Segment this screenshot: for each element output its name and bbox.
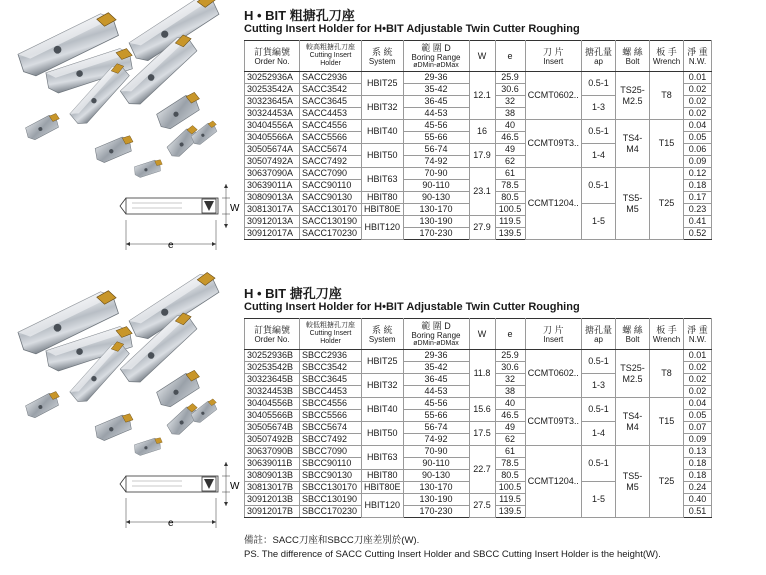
column-header (403, 319, 469, 350)
table-cell: T25 (650, 446, 684, 518)
table-cell: 30505674B (245, 422, 300, 434)
table-cell: 40 (495, 398, 525, 410)
column-header-text: 範 圍 D (421, 320, 451, 331)
table-cell: CCMT1204.. (525, 168, 582, 240)
table-cell: 130-170 (403, 482, 469, 494)
table-cell: 56-74 (403, 144, 469, 156)
table-cell: SBCC2936 (300, 350, 362, 362)
table-cell: T15 (650, 120, 684, 168)
table-cell: HBIT80 (362, 470, 404, 482)
table-cell: 130-190 (403, 494, 469, 506)
table-cell: SACC4556 (300, 120, 362, 132)
table-row (245, 350, 712, 362)
table-cell: 1-4 (582, 422, 616, 446)
table-cell: HBIT63 (362, 446, 404, 470)
table-cell: 30253542B (245, 362, 300, 374)
table-cell: 0.05 (684, 132, 712, 144)
table-cell: TS4-M4 (616, 398, 650, 446)
table-cell: CCMT09T3.. (525, 398, 582, 446)
table-cell: 22.7 (469, 446, 495, 494)
table-cell: SBCC7090 (300, 446, 362, 458)
table-cell: SBCC130170 (300, 482, 362, 494)
table-cell: SACC5674 (300, 144, 362, 156)
table-cell: TS25-M2.5 (616, 350, 650, 398)
section-title-cn: H • BIT 搪孔刀座 (244, 286, 342, 301)
table-cell: 130-190 (403, 216, 469, 228)
dimension-diagram (112, 180, 240, 251)
table-cell: 30912017A (245, 228, 300, 240)
column-header-text: 範 圍 D (421, 42, 451, 53)
table-cell: SBCC4556 (300, 398, 362, 410)
table-cell: TS25-M2.5 (616, 72, 650, 120)
table-cell: 90-110 (403, 180, 469, 192)
table-cell: 78.5 (495, 180, 525, 192)
table-cell: 0.02 (684, 108, 712, 120)
column-header (616, 319, 650, 350)
table-cell: 74-92 (403, 156, 469, 168)
table-cell: 30637090A (245, 168, 300, 180)
column-header: e (495, 319, 525, 350)
table-cell: SBCC4453 (300, 386, 362, 398)
table-cell: SACC130190 (300, 216, 362, 228)
section-sbcc (0, 286, 766, 536)
table-cell: 45-56 (403, 398, 469, 410)
table-row (245, 398, 712, 410)
table-cell: 30404556A (245, 120, 300, 132)
table-cell: 0.02 (684, 386, 712, 398)
section-title-cn: H • BIT 粗搪孔刀座 (244, 8, 355, 23)
table-cell: 46.5 (495, 132, 525, 144)
column-header-text: 刀 片 (543, 46, 564, 57)
table-cell: 62 (495, 434, 525, 446)
table-cell: HBIT50 (362, 422, 404, 446)
column-header-text: Holder (320, 338, 341, 345)
e-dimension-label: e (168, 240, 174, 251)
table-cell: 30639011B (245, 458, 300, 470)
table-cell: 29-36 (403, 72, 469, 84)
table-cell: HBIT50 (362, 144, 404, 168)
table-cell: SBCC7492 (300, 434, 362, 446)
table-cell: 0.02 (684, 96, 712, 108)
column-header-text: Wrench (652, 56, 681, 66)
section-title-en: Cutting Insert Holder for H•BIT Adjustable Twin Cutter Roughing (244, 301, 580, 313)
table-cell: 30639011A (245, 180, 300, 192)
table-cell: 30912013A (245, 216, 300, 228)
table-cell: 35-42 (403, 362, 469, 374)
holder-product-illustration (4, 290, 226, 460)
table-cell: 30252936B (245, 350, 300, 362)
table-cell: SACC7090 (300, 168, 362, 180)
table-cell: 1-4 (582, 144, 616, 168)
table-cell: 80.5 (495, 192, 525, 204)
column-header-text: øDMin-øDMax (413, 61, 459, 69)
column-header-text: Bolt (625, 56, 640, 66)
table-cell: SACC2936 (300, 72, 362, 84)
table-cell: SBCC5566 (300, 410, 362, 422)
column-header-text: 搪孔量 (585, 46, 613, 57)
table-cell: 30.6 (495, 84, 525, 96)
table-cell: 0.5-1 (582, 120, 616, 144)
table-cell: 30404556B (245, 398, 300, 410)
table-cell: 35-42 (403, 84, 469, 96)
table-cell: 0.18 (684, 470, 712, 482)
table-cell: HBIT25 (362, 72, 404, 96)
table-cell: 30912017B (245, 506, 300, 518)
column-header-text: 板 手 (656, 324, 677, 335)
column-header-text: 淨 重 (687, 46, 708, 57)
table-cell: 12.1 (469, 72, 495, 120)
column-header (582, 41, 616, 72)
column-header (650, 41, 684, 72)
table-row (245, 168, 712, 180)
table-cell: SBCC130190 (300, 494, 362, 506)
table-cell: 0.12 (684, 168, 712, 180)
table-cell: 30.6 (495, 362, 525, 374)
table-cell: 0.5-1 (582, 72, 616, 96)
column-header (245, 319, 300, 350)
footnote-en: PS. The difference of SACC Cutting Insert Holder and SBCC Cutting Insert Holder is the height(W). (244, 549, 661, 560)
column-header (684, 319, 712, 350)
table-cell: 0.02 (684, 84, 712, 96)
table-cell: 0.01 (684, 350, 712, 362)
table-cell: 23.1 (469, 168, 495, 216)
table-cell: 0.18 (684, 458, 712, 470)
table-cell: SACC170230 (300, 228, 362, 240)
table-cell: HBIT32 (362, 374, 404, 398)
table-cell: 0.09 (684, 156, 712, 168)
column-header-text: 較高粗搪孔刀座 (306, 44, 355, 51)
table-cell: 0.05 (684, 410, 712, 422)
table-cell: SBCC90130 (300, 470, 362, 482)
table-cell: 25.9 (495, 350, 525, 362)
table-cell: 0.13 (684, 446, 712, 458)
table-cell: 45-56 (403, 120, 469, 132)
table-cell: 30252936A (245, 72, 300, 84)
table-cell: 0.07 (684, 422, 712, 434)
column-header-text: 較低粗搪孔刀座 (306, 322, 355, 329)
table-cell: SACC4453 (300, 108, 362, 120)
table-cell: 17.5 (469, 422, 495, 446)
column-header-text: 刀 片 (543, 324, 564, 335)
table-cell: 170-230 (403, 506, 469, 518)
table-cell: SACC130170 (300, 204, 362, 216)
table-cell: 0.09 (684, 434, 712, 446)
table-cell: 27.5 (469, 494, 495, 518)
table-cell: TS4-M4 (616, 120, 650, 168)
table-cell: 1-3 (582, 96, 616, 120)
table-cell: 30809013A (245, 192, 300, 204)
table-cell: 55-66 (403, 132, 469, 144)
column-header-text: 系 統 (372, 324, 393, 335)
table-cell: 44-53 (403, 386, 469, 398)
table-cell: HBIT40 (362, 120, 404, 144)
table-cell: SACC3542 (300, 84, 362, 96)
table-cell: 119.5 (495, 494, 525, 506)
table-cell: 55-66 (403, 410, 469, 422)
column-header-text: Cutting Insert (309, 52, 352, 59)
table-cell: SACC3645 (300, 96, 362, 108)
column-header: e (495, 41, 525, 72)
table-cell: 0.51 (684, 506, 712, 518)
table-cell: 30253542A (245, 84, 300, 96)
table-cell: 90-110 (403, 458, 469, 470)
table-cell: 0.23 (684, 204, 712, 216)
column-header-text: Holder (320, 60, 341, 67)
table-cell: 30912013B (245, 494, 300, 506)
table-cell: 11.8 (469, 350, 495, 398)
table-cell: 25.9 (495, 72, 525, 84)
column-header-text: ap (594, 334, 603, 344)
table-cell: HBIT80E (362, 482, 404, 494)
column-header (362, 41, 404, 72)
column-header-text: 訂貨編號 (253, 46, 290, 57)
table-cell: 17.9 (469, 144, 495, 168)
table-cell: 30507492A (245, 156, 300, 168)
column-header-text: Insert (543, 56, 564, 66)
table-cell: 62 (495, 156, 525, 168)
table-cell: CCMT0602.. (525, 72, 582, 120)
table-cell: 36-45 (403, 374, 469, 386)
column-header-text: 螺 絲 (622, 324, 643, 335)
table-cell: 16 (469, 120, 495, 144)
column-header (616, 41, 650, 72)
table-cell: 100.5 (495, 204, 525, 216)
table-cell: 1-5 (582, 482, 616, 518)
table-cell: 44-53 (403, 108, 469, 120)
table-cell: 0.02 (684, 374, 712, 386)
table-cell: 0.5-1 (582, 168, 616, 204)
column-header-text: N.W. (688, 56, 707, 66)
column-header-text: 系 統 (372, 46, 393, 57)
table-cell: 30323645B (245, 374, 300, 386)
table-cell: 139.5 (495, 228, 525, 240)
column-header (300, 41, 362, 72)
table-cell: 32 (495, 374, 525, 386)
column-header-text: N.W. (688, 334, 707, 344)
table-cell: 74-92 (403, 434, 469, 446)
column-header (650, 319, 684, 350)
table-cell: 30813017A (245, 204, 300, 216)
table-cell: 30323645A (245, 96, 300, 108)
column-header (684, 41, 712, 72)
table-cell: 30505674A (245, 144, 300, 156)
table-cell: T25 (650, 168, 684, 240)
table-cell: 90-130 (403, 192, 469, 204)
table-cell: 1-5 (582, 204, 616, 240)
table-cell: SBCC5674 (300, 422, 362, 434)
table-row (245, 446, 712, 458)
table-cell: HBIT120 (362, 216, 404, 240)
table-cell: SACC90110 (300, 180, 362, 192)
table-cell: 0.41 (684, 216, 712, 228)
table-cell: 30324453B (245, 386, 300, 398)
table-cell: 0.01 (684, 72, 712, 84)
column-header-text: Cutting Insert (309, 330, 352, 337)
table-cell: 78.5 (495, 458, 525, 470)
table-cell: SBCC170230 (300, 506, 362, 518)
table-cell: 15.6 (469, 398, 495, 422)
table-cell: 139.5 (495, 506, 525, 518)
column-header-text: 搪孔量 (585, 324, 613, 335)
table-cell: 70-90 (403, 168, 469, 180)
table-cell: T8 (650, 350, 684, 398)
table-cell: 70-90 (403, 446, 469, 458)
table-cell: 38 (495, 386, 525, 398)
table-cell: SACC5566 (300, 132, 362, 144)
table-cell: CCMT09T3.. (525, 120, 582, 168)
table-cell: 0.52 (684, 228, 712, 240)
table-cell: 30809013B (245, 470, 300, 482)
dimension-diagram (112, 458, 240, 529)
table-cell: 38 (495, 108, 525, 120)
table-cell: 0.5-1 (582, 446, 616, 482)
table-cell: 32 (495, 96, 525, 108)
table-header-row (245, 319, 712, 350)
table-cell: T15 (650, 398, 684, 446)
table-cell: 0.02 (684, 362, 712, 374)
table-cell: TS5-M5 (616, 446, 650, 518)
column-header-text: 訂貨編號 (253, 324, 290, 335)
column-header-text: 螺 絲 (622, 46, 643, 57)
table-cell: 100.5 (495, 482, 525, 494)
table-cell: TS5-M5 (616, 168, 650, 240)
column-header (245, 41, 300, 72)
column-header-text: 淨 重 (687, 324, 708, 335)
column-header-text: Order No. (254, 56, 290, 66)
table-cell: HBIT40 (362, 398, 404, 422)
table-cell: 0.5-1 (582, 350, 616, 374)
table-cell: CCMT1204.. (525, 446, 582, 518)
table-cell: 30813017B (245, 482, 300, 494)
table-cell: 0.17 (684, 192, 712, 204)
table-row (245, 120, 712, 132)
table-cell: 49 (495, 422, 525, 434)
table-cell: 0.18 (684, 180, 712, 192)
table-cell: 61 (495, 168, 525, 180)
table-cell: 119.5 (495, 216, 525, 228)
table-cell: 61 (495, 446, 525, 458)
holder-product-illustration (4, 12, 226, 182)
column-header (300, 319, 362, 350)
spec-table-sacc (244, 40, 712, 240)
section-title-en: Cutting Insert Holder for H•BIT Adjustable Twin Cutter Roughing (244, 23, 580, 35)
table-cell: HBIT63 (362, 168, 404, 192)
table-cell: HBIT32 (362, 96, 404, 120)
column-header-text: Insert (543, 334, 564, 344)
table-cell: HBIT120 (362, 494, 404, 518)
column-header-text: System (368, 56, 396, 66)
column-header-text: 板 手 (656, 46, 677, 57)
column-header: W (469, 319, 495, 350)
table-cell: SACC90130 (300, 192, 362, 204)
column-header-text: Bolt (625, 334, 640, 344)
column-header (525, 41, 582, 72)
column-header-text: ap (594, 56, 603, 66)
table-cell: CCMT0602.. (525, 350, 582, 398)
table-cell: 49 (495, 144, 525, 156)
column-header (362, 319, 404, 350)
footnote-cn: 備註：SACC刀座和SBCC刀座差別於(W). (244, 535, 420, 546)
table-cell: 0.5-1 (582, 398, 616, 422)
table-cell: 0.40 (684, 494, 712, 506)
spec-table-sbcc (244, 318, 712, 518)
table-cell: 30405566B (245, 410, 300, 422)
table-cell: 0.04 (684, 120, 712, 132)
column-header-text: øDMin-øDMax (413, 339, 459, 347)
table-cell: 30405566A (245, 132, 300, 144)
table-cell: 1-3 (582, 374, 616, 398)
table-cell: 170-230 (403, 228, 469, 240)
column-header (525, 319, 582, 350)
table-cell: SBCC90110 (300, 458, 362, 470)
table-cell: 0.06 (684, 144, 712, 156)
table-cell: HBIT80 (362, 192, 404, 204)
w-dimension-label: W (230, 203, 240, 214)
table-cell: 46.5 (495, 410, 525, 422)
table-cell: 30507492B (245, 434, 300, 446)
table-cell: 30637090B (245, 446, 300, 458)
table-cell: SBCC3542 (300, 362, 362, 374)
table-cell: 27.9 (469, 216, 495, 240)
table-cell: 80.5 (495, 470, 525, 482)
column-header-text: Order No. (254, 334, 290, 344)
column-header-text: Boring Range (411, 52, 461, 62)
table-cell: 29-36 (403, 350, 469, 362)
column-header-text: System (368, 334, 396, 344)
table-cell: 56-74 (403, 422, 469, 434)
e-dimension-label: e (168, 518, 174, 529)
table-cell: 130-170 (403, 204, 469, 216)
table-header-row (245, 41, 712, 72)
column-header (582, 319, 616, 350)
table-cell: SBCC3645 (300, 374, 362, 386)
table-cell: 40 (495, 120, 525, 132)
w-dimension-label: W (230, 481, 240, 492)
column-header (403, 41, 469, 72)
column-header-text: Wrench (652, 334, 681, 344)
table-row (245, 72, 712, 84)
table-cell: HBIT80E (362, 204, 404, 216)
table-cell: 30324453A (245, 108, 300, 120)
table-cell: T8 (650, 72, 684, 120)
table-cell: 0.24 (684, 482, 712, 494)
column-header: W (469, 41, 495, 72)
table-cell: 36-45 (403, 96, 469, 108)
table-cell: 90-130 (403, 470, 469, 482)
table-cell: HBIT25 (362, 350, 404, 374)
column-header-text: Boring Range (411, 330, 461, 340)
section-sacc (0, 8, 766, 263)
table-cell: SACC7492 (300, 156, 362, 168)
table-cell: 0.04 (684, 398, 712, 410)
